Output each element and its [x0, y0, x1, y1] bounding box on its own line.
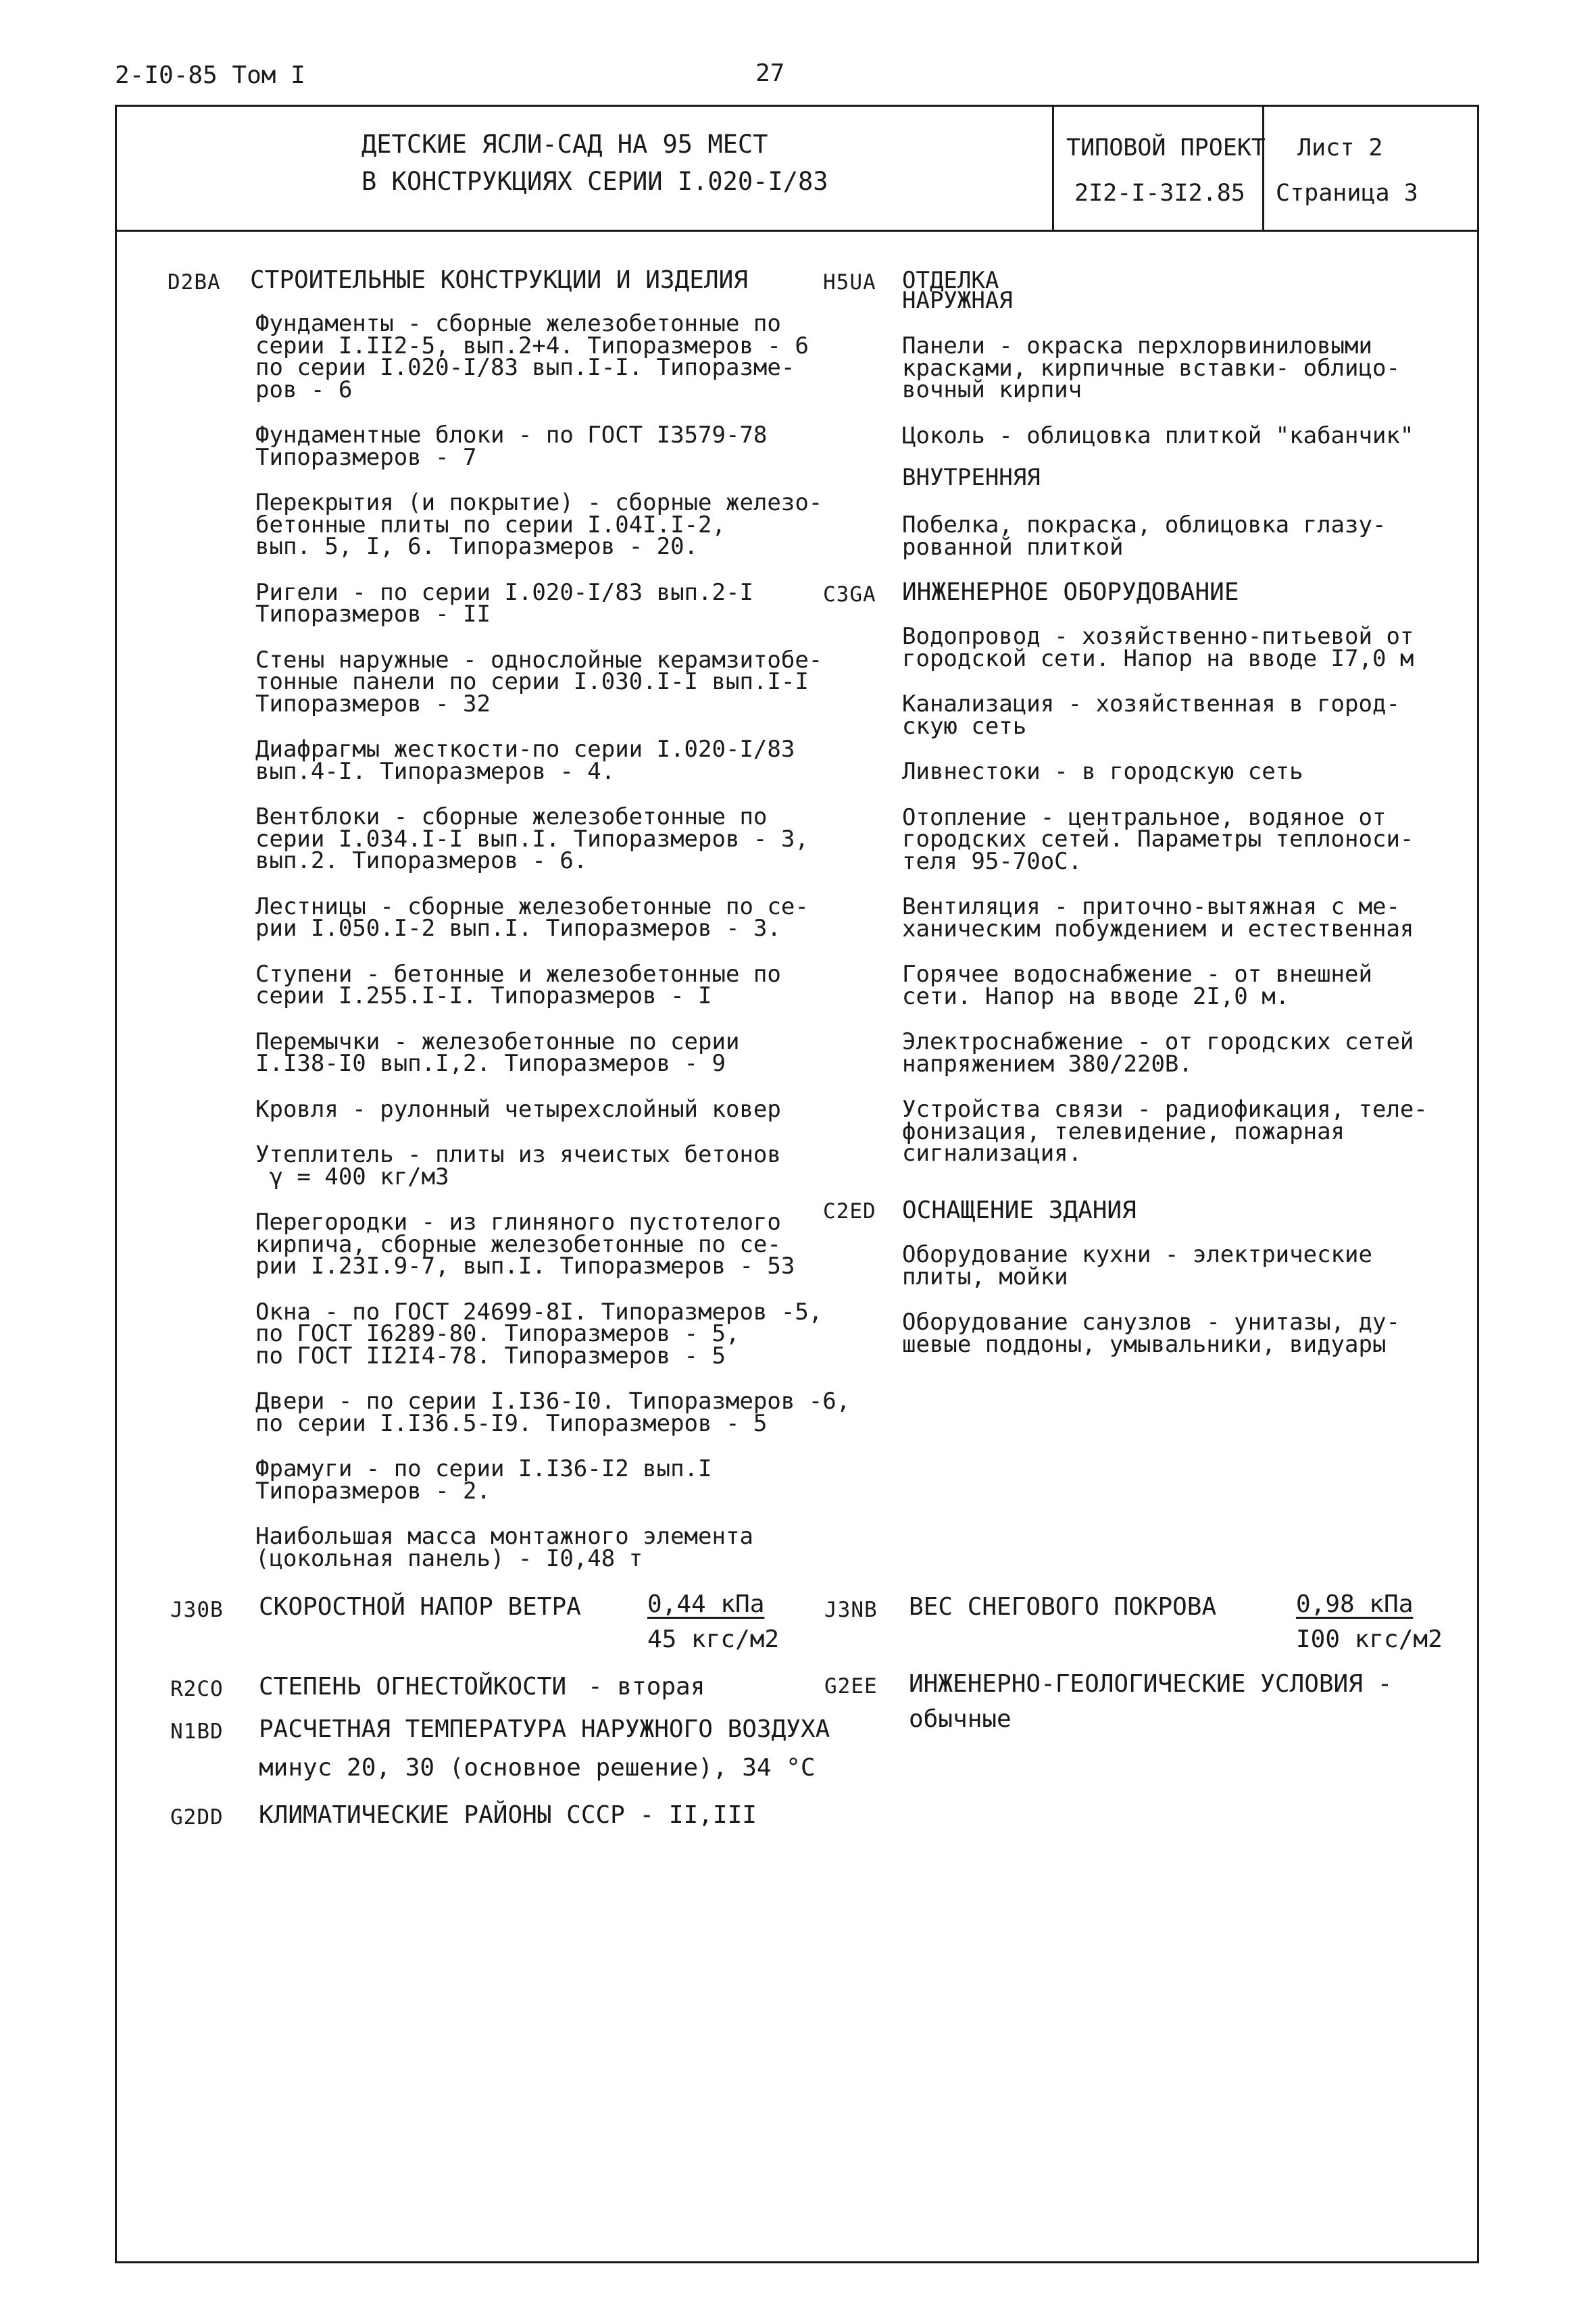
text-line: ханическим побуждением и естественная [902, 915, 1414, 942]
section-code-equipment: C2ED [823, 1199, 876, 1224]
wind-value-kpa: 0,44 кПа [647, 1590, 765, 1618]
section-code-finish: H5UA [823, 270, 876, 295]
text-line: I.I38-I0 вып.I,2. Типоразмеров - 9 [255, 1050, 726, 1077]
text-line: вып.2. Типоразмеров - 6. [255, 847, 588, 874]
snow-label: ВЕС СНЕГОВОГО ПОКРОВА [909, 1593, 1217, 1621]
text-line: напряжением 380/220В. [902, 1050, 1193, 1078]
section-heading-equipment: ОСНАЩЕНИЕ ЗДАНИЯ [902, 1197, 1137, 1224]
fire-resistance-label: СТЕПЕНЬ ОГНЕСТОЙКОСТИ [259, 1673, 567, 1701]
text-line: сети. Напор на вводе 2I,0 м. [902, 982, 1290, 1010]
text-line: бетонные плиты по серии I.04I.I-2, [255, 511, 726, 538]
text-line: Панели - окраска перхлорвиниловыми [902, 332, 1372, 359]
project-number: 2I2-I-3I2.85 [1074, 180, 1245, 207]
text-line: красками, кирпичные вставки- облицо- [902, 354, 1400, 382]
text-line: Фундаменты - сборные железобетонные по [255, 310, 781, 337]
temperature-value: минус 20, 30 (основное решение), 34 °С [259, 1754, 816, 1782]
snow-value-kgs: I00 кгс/м2 [1296, 1626, 1443, 1653]
text-line: Типоразмеров - II [255, 601, 491, 628]
text-line: Ступени - бетонные и железобетонные по [255, 960, 781, 988]
text-line: Вентблоки - сборные железобетонные по [255, 803, 768, 830]
text-line: Оборудование кухни - электрические [902, 1241, 1372, 1268]
text-line: вочный кирпич [902, 376, 1082, 403]
text-line: Вентиляция - приточно-вытяжная с ме- [902, 893, 1400, 920]
text-line: Стены наружные - однослойные керамзитобе- [255, 646, 823, 674]
text-line: Горячее водоснабжение - от внешней [902, 961, 1372, 988]
param-code-climate: G2DD [170, 1805, 224, 1830]
temperature-label: РАСЧЕТНАЯ ТЕМПЕРАТУРА НАРУЖНОГО ВОЗДУХА [259, 1715, 830, 1743]
text-line: вып. 5, I, 6. Типоразмеров - 20. [255, 533, 699, 560]
climate-regions: КЛИМАТИЧЕСКИЕ РАЙОНЫ СССР - II,III [259, 1801, 757, 1829]
text-line: рии I.23I.9-7, вып.I. Типоразмеров - 53 [255, 1253, 795, 1280]
param-code-geology: G2EE [824, 1674, 878, 1699]
text-line: по серии I.I36.5-I9. Типоразмеров - 5 [255, 1409, 768, 1437]
text-line: Устройства связи - радиофикация, теле- [902, 1096, 1428, 1123]
text-line: Перекрытия (и покрытие) - сборные железо- [255, 489, 823, 516]
text-line: Окна - по ГОСТ 24699-8I. Типоразмеров -5, [255, 1298, 823, 1326]
geology-label: ИНЖЕНЕРНО-ГЕОЛОГИЧЕСКИЕ УСЛОВИЯ - [909, 1670, 1393, 1698]
text-line: Типоразмеров - 2. [255, 1477, 491, 1505]
section-code-structures: D2BA [168, 270, 221, 295]
text-line: Электроснабжение - от городских сетей [902, 1028, 1414, 1055]
sheet-number: Лист 2 [1297, 134, 1383, 161]
text-line: Фрамуги - по серии I.I36-I2 вып.I [255, 1455, 712, 1482]
text-line: Наибольшая масса монтажного элемента [255, 1523, 753, 1550]
section-heading-engineering: ИНЖЕНЕРНОЕ ОБОРУДОВАНИЕ [902, 578, 1239, 606]
text-line: серии I.II2-5, вып.2+4. Типоразмеров - 6 [255, 332, 809, 359]
param-code-wind: J30B [170, 1598, 224, 1622]
document-reference: 2-I0-85 Том I [115, 61, 305, 89]
text-line: городской сети. Напор на вводе I7,0 м [902, 645, 1414, 672]
text-line: серии I.034.I-I вып.I. Типоразмеров - 3, [255, 825, 809, 853]
param-code-snow: J3NB [824, 1598, 878, 1622]
text-line: по ГОСТ II2I4-78. Типоразмеров - 5 [255, 1342, 726, 1369]
text-line: γ = 400 кг/м3 [255, 1163, 449, 1190]
section-heading-structures: СТРОИТЕЛЬНЫЕ КОНСТРУКЦИИ И ИЗДЕЛИЯ [250, 266, 748, 294]
text-line: шевые поддоны, умывальники, видуары [902, 1330, 1387, 1358]
text-line: Кровля - рулонный четырехслойный ковер [255, 1095, 781, 1123]
wind-value-kgs: 45 кгс/м2 [647, 1626, 780, 1653]
param-code-temperature: N1BD [170, 1719, 224, 1744]
page-number: 27 [755, 59, 785, 87]
text-line: городских сетей. Параметры теплоноси- [902, 826, 1414, 853]
text-line: сигнализация. [902, 1140, 1082, 1167]
page-label: Страница 3 [1276, 180, 1418, 207]
subheading-inner: ВНУТРЕННЯЯ [902, 464, 1041, 491]
text-line: Лестницы - сборные железобетонные по се- [255, 892, 809, 920]
wind-label: СКОРОСТНОЙ НАПОР ВЕТРА [259, 1593, 581, 1621]
text-line: тонные панели по серии I.030.I-I вып.I-I [255, 668, 809, 695]
text-line: рии I.050.I-2 вып.I. Типоразмеров - 3. [255, 915, 781, 942]
text-line: Утеплитель - плиты из ячеистых бетонов [255, 1141, 781, 1168]
text-line: Водопровод - хозяйственно-питьевой от [902, 623, 1414, 650]
text-line: фонизация, телевидение, пожарная [902, 1117, 1345, 1145]
text-line: Канализация - хозяйственная в город- [902, 690, 1400, 718]
geology-value: обычные [909, 1705, 1012, 1733]
text-line: плиты, мойки [902, 1263, 1068, 1290]
project-title-line-2: В КОНСТРУКЦИЯХ СЕРИИ I.020-I/83 [361, 167, 828, 196]
section-code-engineering: C3GA [823, 582, 876, 607]
text-line: Диафрагмы жесткости-по серии I.020-I/83 [255, 736, 795, 763]
text-line: Отопление - центральное, водяное от [902, 803, 1387, 831]
text-line: вып.4-I. Типоразмеров - 4. [255, 757, 616, 785]
text-line: Ливнестоки - в городскую сеть [902, 758, 1303, 785]
text-line: Типоразмеров - 7 [255, 443, 477, 471]
text-line: рованной плиткой [902, 533, 1124, 561]
text-line: серии I.255.I-I. Типоразмеров - I [255, 982, 712, 1009]
text-line: Фундаментные блоки - по ГОСТ I3579-78 [255, 422, 768, 449]
text-line: ров - 6 [255, 376, 353, 403]
project-title-line-1: ДЕТСКИЕ ЯСЛИ-САД НА 95 МЕСТ [361, 130, 768, 159]
text-line: Побелка, покраска, облицовка глазу- [902, 511, 1387, 538]
text-line: Типоразмеров - 32 [255, 690, 491, 718]
text-line: Двери - по серии I.I36-I0. Типоразмеров -6, [255, 1388, 851, 1415]
text-line: скую сеть [902, 712, 1027, 740]
text-line: Ригели - по серии I.020-I/83 вып.2-I [255, 578, 753, 606]
param-code-fire: R2CO [170, 1677, 224, 1701]
text-line: теля 95-70оС. [902, 847, 1082, 875]
text-line: (цокольная панель) - I0,48 т [255, 1544, 643, 1572]
text-line: кирпича, сборные железобетонные по се- [255, 1230, 781, 1258]
project-type-label: ТИПОВОЙ ПРОЕКТ [1066, 134, 1266, 161]
snow-value-kpa: 0,98 кПа [1296, 1590, 1414, 1618]
section-heading-finish-2: НАРУЖНАЯ [902, 287, 1013, 314]
text-line: Цоколь - облицовка плиткой "кабанчик" [902, 422, 1414, 449]
text-line: по ГОСТ I6289-80. Типоразмеров - 5, [255, 1320, 740, 1347]
section-heading-finish-1: ОТДЕЛКА [902, 267, 999, 294]
text-line: Перемычки - железобетонные по серии [255, 1028, 740, 1055]
text-line: по серии I.020-I/83 вып.I-I. Типоразме- [255, 354, 795, 381]
fire-resistance-value: - вторая [588, 1673, 705, 1701]
text-line: Перегородки - из глиняного пустотелого [255, 1209, 781, 1236]
text-line: Оборудование санузлов - унитазы, ду- [902, 1309, 1400, 1336]
